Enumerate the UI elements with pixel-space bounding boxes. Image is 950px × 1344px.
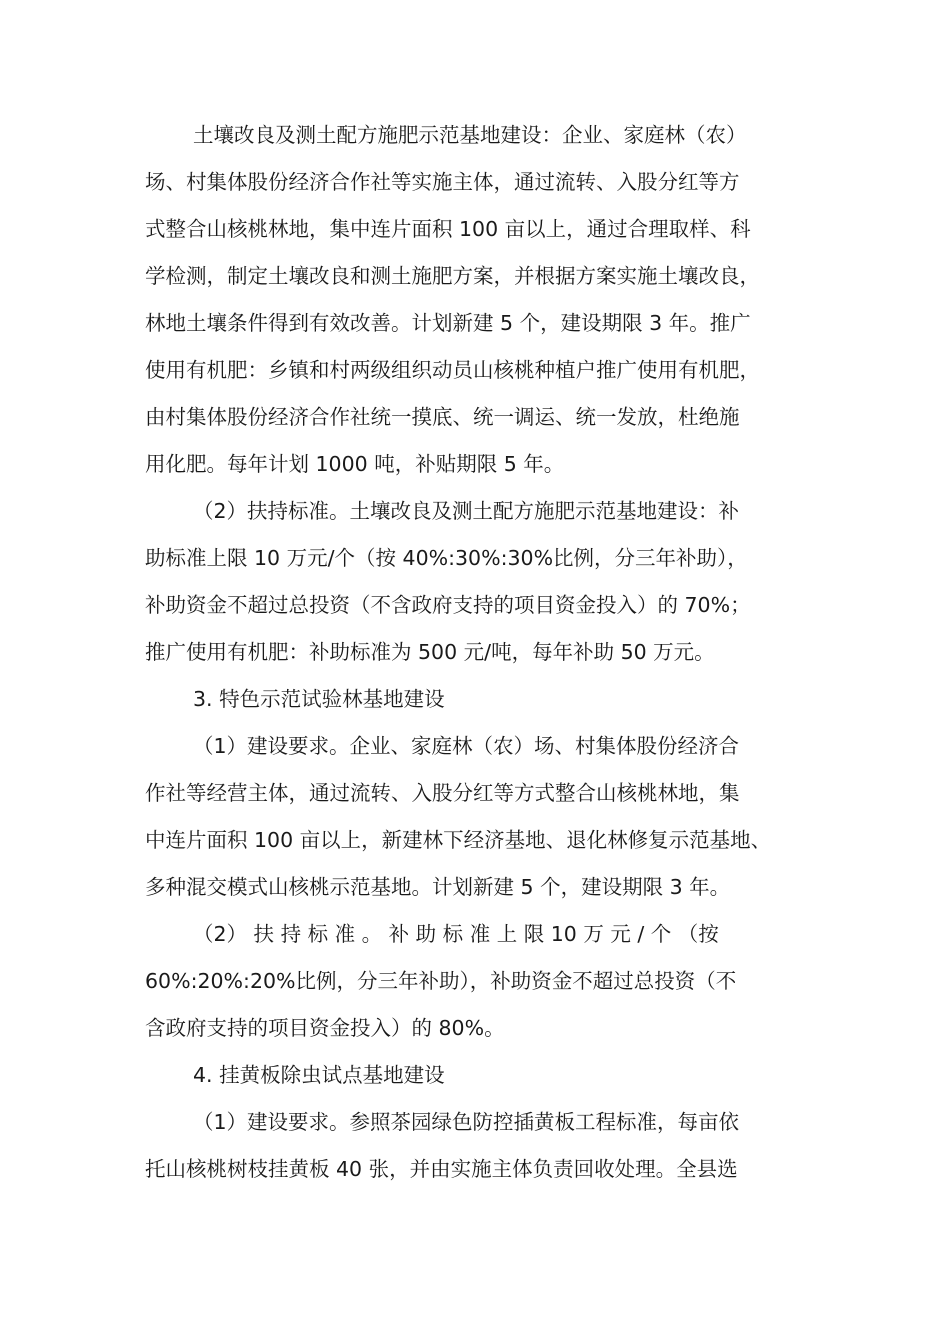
section-heading-4: 4. 挂黄板除虫试点基地建设 [193, 1063, 445, 1087]
paragraph-line-20: 含政府支持的项目资金投入）的 80%。 [145, 1016, 505, 1040]
paragraph-line-19: 60%:20%:20%比例，分三年补助），补助资金不超过总投资（不 [145, 969, 737, 993]
paragraph-line-6: 使用有机肥：乡镇和村两级组织动员山核桃种植户推广使用有机肥， [145, 358, 760, 382]
paragraph-line-5: 林地土壤条件得到有效改善。计划新建 5 个，建设期限 3 年。推广 [145, 311, 751, 335]
paragraph-line-22: （1）建设要求。参照茶园绿色防控插黄板工程标准，每亩依 [193, 1110, 740, 1134]
paragraph-line-15: 作社等经营主体，通过流转、入股分红等方式整合山核桃林地，集 [145, 781, 740, 805]
paragraph-line-23: 托山核桃树枝挂黄板 40 张，并由实施主体负责回收处理。全县选 [145, 1157, 738, 1181]
paragraph-line-8: 用化肥。每年计划 1000 吨，补贴期限 5 年。 [145, 452, 565, 476]
paragraph-line-2: 场、村集体股份经济合作社等实施主体，通过流转、入股分红等方 [145, 170, 740, 194]
section-heading-3: 3. 特色示范试验林基地建设 [193, 687, 445, 711]
paragraph-line-9: （2）扶持标准。土壤改良及测土配方施肥示范基地建设：补 [193, 499, 740, 523]
paragraph-line-7: 由村集体股份经济合作社统一摸底、统一调运、统一发放，杜绝施 [145, 405, 740, 429]
paragraph-line-11: 补助资金不超过总投资（不含政府支持的项目资金投入）的 70%； [145, 593, 751, 617]
paragraph-line-14: （1）建设要求。企业、家庭林（农）场、村集体股份经济合 [193, 734, 740, 758]
paragraph-line-17: 多种混交模式山核桃示范基地。计划新建 5 个，建设期限 3 年。 [145, 875, 731, 899]
paragraph-line-4: 学检测，制定土壤改良和测土施肥方案，并根据方案实施土壤改良， [145, 264, 760, 288]
paragraph-line-16: 中连片面积 100 亩以上，新建林下经济基地、退化林修复示范基地、 [145, 828, 772, 852]
paragraph-line-3: 式整合山核桃林地，集中连片面积 100 亩以上，通过合理取样、科 [145, 217, 751, 241]
paragraph-line-18: （2） 扶 持 标 准 。 补 助 标 准 上 限 10 万 元 / 个 （按 [193, 922, 719, 946]
paragraph-line-1: 土壤改良及测土配方施肥示范基地建设：企业、家庭林（农） [193, 123, 747, 147]
paragraph-line-12: 推广使用有机肥：补助标准为 500 元/吨，每年补助 50 万元。 [145, 640, 715, 664]
paragraph-line-10: 助标准上限 10 万元/个（按 40%:30%:30%比例，分三年补助）， [145, 546, 748, 570]
